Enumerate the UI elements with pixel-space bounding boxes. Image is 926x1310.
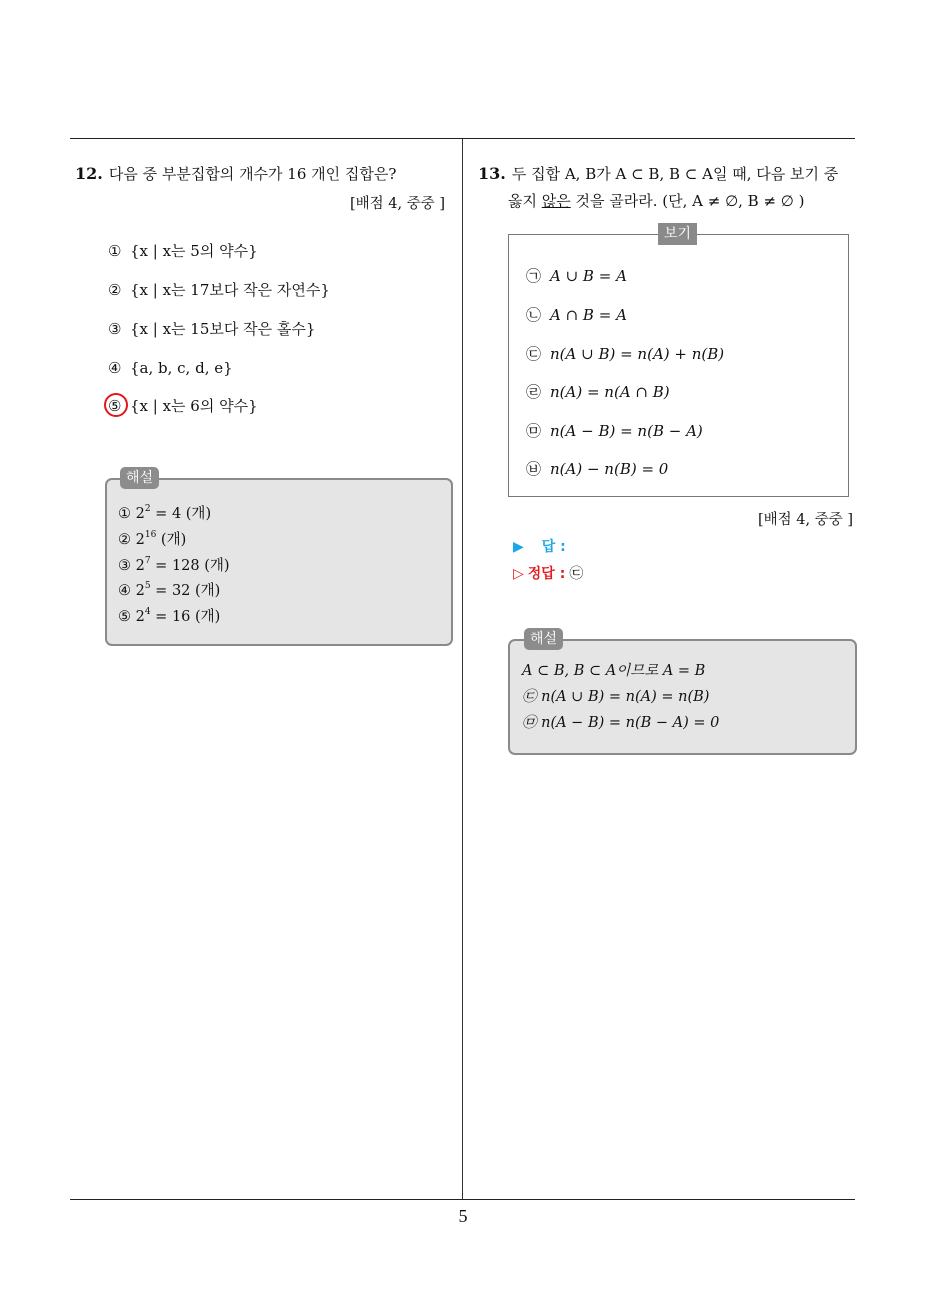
choice-text: {x | x는 5의 약수} — [130, 242, 258, 260]
explanation-line: ③ $2^7 = 128$ (개) — [118, 556, 230, 574]
explanation-line: ㉢ n(A ∪ B) = n(A) = n(B) — [522, 689, 710, 705]
choice-1[interactable] — [108, 239, 258, 263]
bogi-item: ㉣ n(A) = n(A ∩ B) — [526, 383, 670, 401]
choice-text: {x | x는 15보다 작은 홀수} — [130, 320, 316, 338]
choice-mark: ③ — [108, 320, 122, 338]
choice-text: {a, b, c, d, e} — [130, 359, 233, 377]
question-number: 13. — [478, 164, 506, 183]
correct-value: ㉢ — [569, 566, 584, 582]
page-number: 5 — [458, 1206, 468, 1226]
emphasis-underline: 않은 — [541, 192, 571, 210]
answer-label: 답 : — [541, 539, 566, 555]
correct-label: 정답 : — [527, 566, 566, 582]
answer-input-row[interactable] — [513, 537, 566, 557]
bogi-item: ㉥ n(A) − n(B) = 0 — [526, 460, 669, 478]
question-13-stem — [478, 163, 838, 185]
question-text: 다음 중 부분집합의 개수가 16 개인 집합은? — [108, 165, 397, 183]
explanation-line: ㉤ n(A − B) = n(B − A) = 0 — [522, 715, 720, 731]
explanation-label: 해설 — [120, 467, 159, 489]
explanation-line: ⑤ $2^4 = 16$ (개) — [118, 607, 221, 625]
choice-2[interactable] — [108, 278, 330, 302]
bogi-item: ㉠ A ∪ B = A — [526, 267, 627, 285]
explanation-line: ① $2^2 = 4$ (개) — [118, 504, 212, 522]
explanation-label: 해설 — [524, 628, 563, 650]
correct-answer-row — [513, 564, 583, 584]
column-divider — [462, 139, 463, 1200]
explanation-line: ② $2^{16}$ (개) — [118, 530, 187, 548]
explanation-line: A ⊂ B, B ⊂ A이므로 A = B — [522, 663, 706, 679]
question-text: 두 집합 A, B가 A ⊂ B, B ⊂ A일 때, 다음 보기 중 — [511, 165, 839, 183]
choice-mark: ⑤ — [108, 397, 122, 415]
bogi-item: ㉤ n(A − B) = n(B − A) — [526, 422, 703, 440]
question-12-score: [배점 4, 중중 ] — [350, 196, 446, 212]
bottom-rule — [70, 1199, 855, 1200]
question-12-stem — [75, 163, 396, 185]
question-number: 12. — [75, 164, 103, 183]
choice-text: {x | x는 6의 약수} — [130, 397, 258, 415]
answer-arrow-icon: ▶ — [513, 539, 524, 555]
choice-text: {x | x는 17보다 작은 자연수} — [130, 281, 330, 299]
question-13-stem-line2: 옳지 않은 것을 골라라. (단, A ≠ ∅, B ≠ ∅ ) — [508, 192, 805, 210]
bogi-item: ㉢ n(A ∪ B) = n(A) + n(B) — [526, 345, 725, 363]
choice-3[interactable] — [108, 317, 315, 341]
choice-mark: ① — [108, 242, 122, 260]
question-13-score: [배점 4, 중중 ] — [758, 512, 854, 528]
choice-mark: ④ — [108, 359, 122, 377]
choice-mark: ② — [108, 281, 122, 299]
bogi-label: 보기 — [658, 223, 697, 245]
choice-5[interactable] — [108, 394, 258, 418]
bogi-item: ㉡ A ∩ B = A — [526, 306, 627, 324]
correct-arrow-icon: ▷ — [513, 566, 524, 582]
selected-answer-circle — [104, 393, 128, 417]
explanation-line: ④ $2^5 = 32$ (개) — [118, 581, 221, 599]
choice-4[interactable] — [108, 356, 233, 380]
